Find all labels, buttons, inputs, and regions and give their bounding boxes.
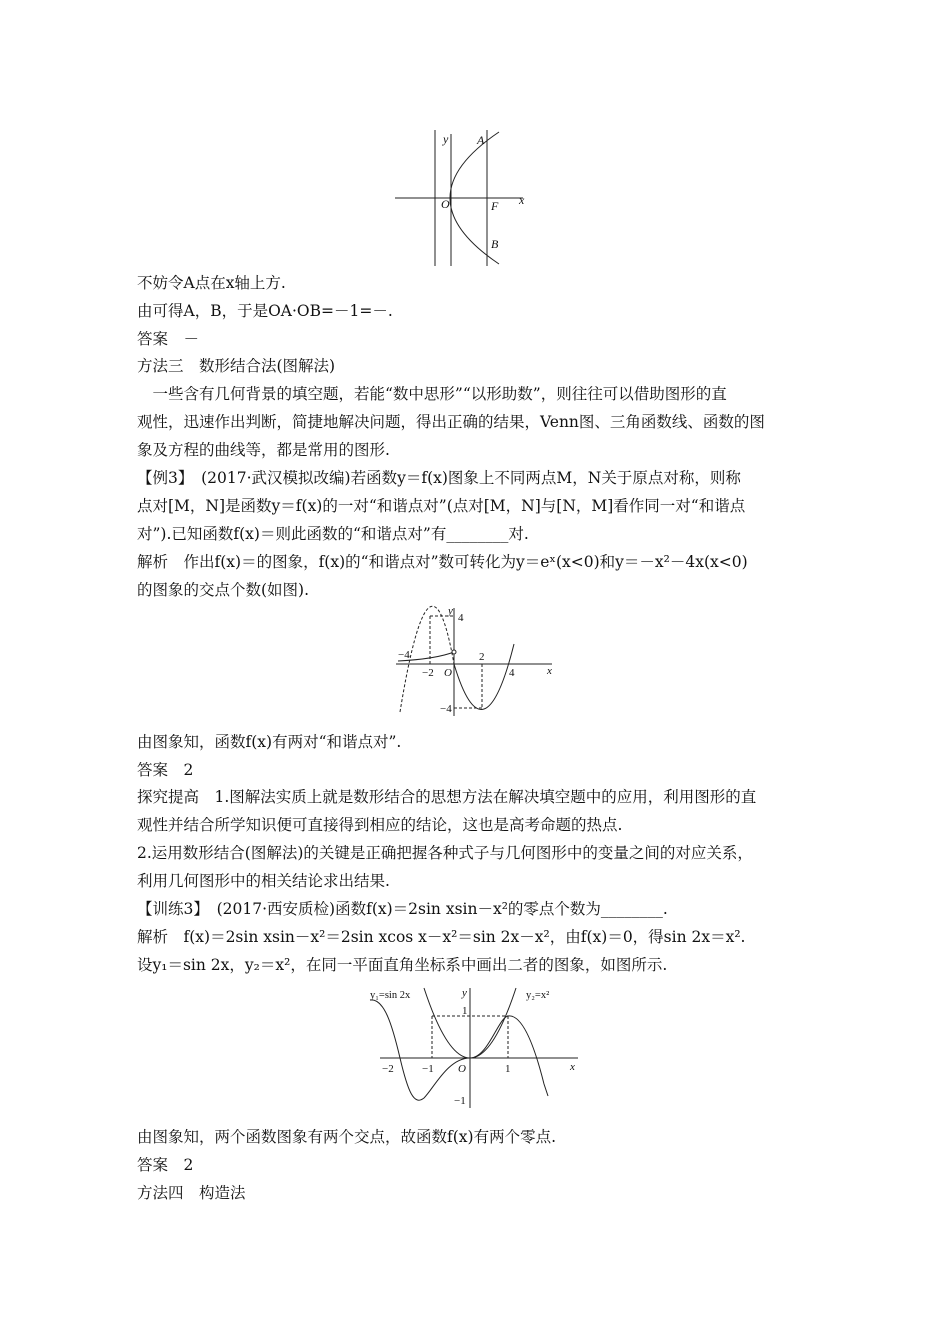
example-3-line-2: 点对[M，N]是函数y＝f(x)的一对“和谐点对”(点对[M，N]与[N，M]看作同一对“和谐点 — [137, 497, 746, 515]
open-point — [452, 650, 456, 654]
label-neg2: −2 — [382, 1063, 394, 1075]
example-3-line-3: 对”).已知函数f(x)＝则此函数的“和谐点对”有________对. — [137, 525, 529, 543]
method-three-heading: 方法三 数形结合法(图解法) — [137, 357, 336, 375]
label-x: x — [519, 193, 525, 207]
text-line-7: 象及方程的曲线等，都是常用的图形. — [137, 441, 390, 459]
insight-line-2: 观性并结合所学知识便可直接得到相应的结论，这也是高考命题的热点. — [137, 816, 623, 834]
label-neg1-bottom: −1 — [454, 1095, 466, 1107]
label-x: x — [547, 665, 552, 677]
label-y: y — [462, 987, 467, 999]
training-3-line: 【训练3】 (2017·西安质检)函数f(x)＝2sin xsin－x²的零点个数为________. — [137, 900, 668, 918]
sin-curve — [370, 1000, 548, 1100]
label-O: O — [458, 1063, 466, 1075]
insight-line-1: 探究提高 1.图解法实质上就是数形结合的思想方法在解决填空题中的应用，利用图形的直 — [137, 788, 757, 806]
insight-line-4: 利用几何图形中的相关结论求出结果. — [137, 872, 390, 890]
label-A: A — [477, 133, 485, 147]
analysis-line-3: 解析 f(x)＝2sin xsin－x²＝2sin xcos x－x²＝sin 2x－x²，由f(x)＝0，得sin 2x＝x². — [137, 928, 746, 946]
text-line-1: 不妨令A点在x轴上方. — [137, 274, 286, 292]
label-y2: y₂=x² — [526, 990, 550, 1001]
label-neg1: −1 — [422, 1063, 434, 1075]
conclusion-line-1: 由图象知，函数f(x)有两对“和谐点对”. — [137, 733, 402, 751]
label-x: x — [570, 1061, 575, 1073]
analysis-line-2: 的图象的交点个数(如图). — [137, 581, 310, 599]
label-two: 2 — [479, 651, 485, 663]
text-line-6: 观性，迅速作出判断，简捷地解决问题，得出正确的结果，Venn图、三角函数线、函数的图 — [137, 413, 765, 431]
label-F: F — [491, 199, 499, 213]
analysis-line-1: 解析 作出f(x)＝的图象，f(x)的“和谐点对”数可转化为y＝eˣ(x<0)和y＝－x²－4x(x<0) — [137, 553, 748, 571]
figure-parabola-chord — [385, 128, 535, 268]
label-O: O — [441, 197, 450, 211]
method-four-heading: 方法四 构造法 — [137, 1184, 246, 1202]
example-3-line-1: 【例3】 (2017·武汉模拟改编)若函数y＝f(x)图象上不同两点M，N关于原点对称，则称 — [137, 469, 741, 487]
label-four-x: 4 — [509, 667, 515, 679]
figure-sin-parabola — [362, 984, 588, 1112]
label-one-top: 1 — [462, 1005, 468, 1017]
label-B: B — [491, 237, 499, 251]
insight-line-3: 2.运用数形结合(图解法)的关键是正确把握各种式子与几何图形中的变量之间的对应关系， — [137, 844, 753, 862]
label-four-top: 4 — [458, 612, 464, 624]
text-line-5: 一些含有几何背景的填空题，若能“数中思形”“以形助数”，则往往可以借助图形的直 — [137, 385, 727, 403]
label-O: O — [444, 667, 452, 679]
label-neg2: −2 — [422, 667, 434, 679]
answer-line-2: 答案 2 — [137, 761, 194, 779]
analysis-line-4: 设y₁＝sin 2x，y₂＝x²，在同一平面直角坐标系中画出二者的图象，如图所示. — [137, 956, 668, 974]
text-line-2: 由可得A，B，于是OA·OB=－1=－. — [137, 302, 393, 320]
label-y: y — [448, 605, 453, 617]
label-neg4-bottom: −4 — [440, 703, 452, 715]
label-y: y — [443, 132, 449, 146]
label-y1: y₁=sin 2x — [370, 990, 411, 1001]
conclusion-line-2: 由图象知，两个函数图象有两个交点，故函数f(x)有两个零点. — [137, 1128, 557, 1146]
label-one-x: 1 — [505, 1063, 511, 1075]
label-neg4-left: −4 — [398, 649, 410, 661]
answer-line-3: 答案 2 — [137, 1156, 194, 1174]
answer-line-1: 答案 － — [137, 330, 200, 348]
figure-harmonious-pairs — [392, 604, 562, 720]
